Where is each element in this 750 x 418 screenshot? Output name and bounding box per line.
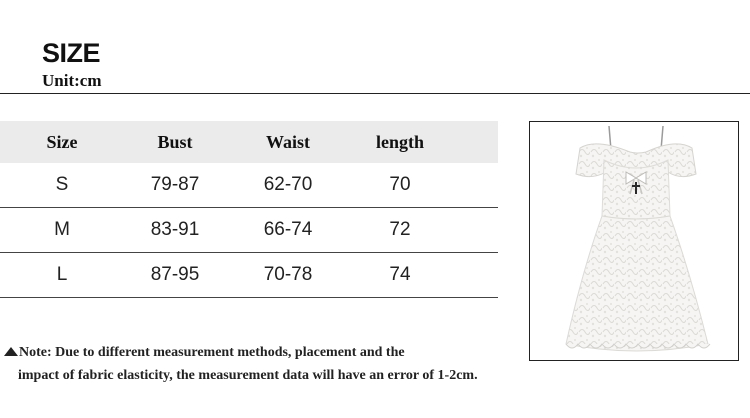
size-cell: S — [55, 174, 69, 195]
waist-cell: 66-74 — [263, 219, 313, 240]
triangle-warning-icon — [4, 347, 18, 356]
note-line-1: Note: Due to different measurement methods, placement and the — [19, 345, 405, 360]
table-row — [0, 208, 498, 253]
waist-cell: 70-78 — [263, 264, 313, 285]
unit-label: Unit:cm — [42, 71, 102, 90]
table-row — [0, 253, 498, 298]
divider — [0, 93, 750, 94]
waist-cell: 62-70 — [263, 174, 313, 195]
length-cell: 70 — [389, 174, 411, 195]
product-image-frame — [529, 121, 739, 361]
table-header-row — [0, 121, 498, 163]
bust-cell: 79-87 — [150, 174, 200, 195]
column-header-size: Size — [46, 131, 78, 152]
column-header-waist: Waist — [265, 131, 310, 152]
size-cell: L — [56, 264, 68, 285]
note-line-2: impact of fabric elasticity, the measurement data will have an error of 1-2cm. — [18, 368, 478, 383]
bust-cell: 83-91 — [150, 219, 200, 240]
length-cell: 72 — [389, 219, 411, 240]
column-header-length: length — [375, 131, 424, 152]
measurement-note — [4, 341, 624, 387]
size-cell: M — [54, 219, 70, 240]
size-table — [0, 121, 498, 298]
table-row — [0, 163, 498, 208]
bust-cell: 87-95 — [150, 264, 200, 285]
column-header-bust: Bust — [157, 131, 193, 152]
white-lace-dress-image — [530, 122, 738, 360]
length-cell: 74 — [389, 264, 411, 285]
page-title: SIZE — [42, 38, 101, 68]
